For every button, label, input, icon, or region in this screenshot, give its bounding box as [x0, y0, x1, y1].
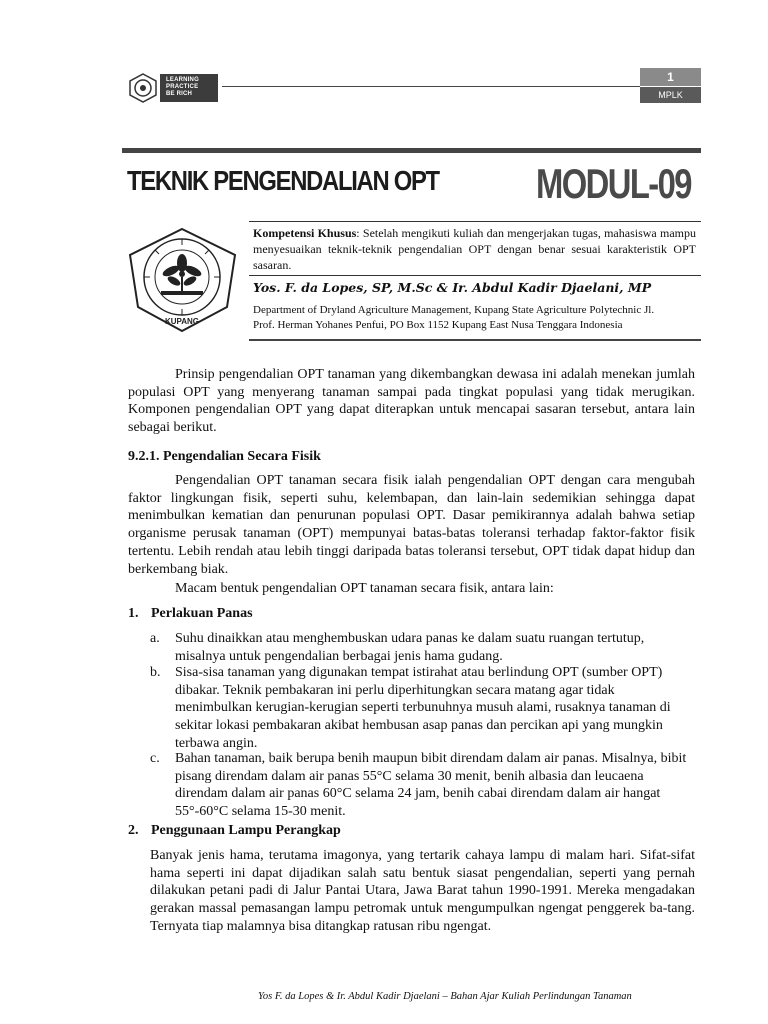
module-number: MODUL-09	[536, 160, 691, 207]
divider	[249, 221, 701, 222]
document-title: TEKNIK PENGENDALIAN OPT	[127, 165, 439, 196]
section-heading: 9.2.1. Pengendalian Secara Fisik	[128, 449, 321, 464]
page-number: 1	[640, 68, 701, 86]
authors: Yos. F. da Lopes, SP, M.Sc & Ir. Abdul Kadir Djaelani, MP	[253, 280, 652, 295]
forms-intro: Macam bentuk pengendalian OPT tanaman secara fisik, antara lain:	[175, 581, 554, 596]
list-text: Sisa-sisa tanaman yang digunakan tempat istirahat atau berlindung OPT (sumber OPT) dibakar. Teknik pembakaran ini perlu diperhitungkan secara matang agar tidak menimbulkan kerugian-kerugian seperti terbunuhnya musuh alami, rusaknya tanaman di sekitar lokasi pembakaran akibat hembusan asap panas dan percikan api yang mungkin terbawa angin.	[175, 665, 671, 751]
list-text: Suhu dinaikkan atau menghembuskan udara panas ke dalam suatu ruangan tertutup, misalnya untuk pengendalian berbagai jenis hama gudang.	[175, 631, 645, 664]
department-address	[253, 303, 698, 332]
logo-line: BE RICH	[166, 91, 193, 97]
list-item	[150, 664, 695, 753]
kompetensi-label: Kompetensi Khusus	[253, 226, 357, 240]
kompetensi-khusus	[253, 225, 696, 273]
polytechnic-logo-icon	[127, 72, 159, 104]
list-item	[150, 750, 695, 821]
subsection-paragraph: Banyak jenis hama, terutama imagonya, yang tertarik cahaya lampu di malam hari. Sifat-sifat hama seperti ini dapat dijadikan salah satu bentuk siasat pengendalian, seperti yang pernah dilakukan petani padi di Jalur Pantai Utara, Jawa Barat tahun 1990-1991. Mereka mengadakan gerakan massal pemasangan lampu petromak untuk mengumpulkan ngengat penggerek ba-tang. Ternyata tiap malamnya bisa ditangkap ratusan ribu ngengat.	[150, 848, 695, 934]
page-footer: Yos F. da Lopes & Ir. Abdul Kadir Djaelani – Bahan Ajar Kuliah Perlindungan Tanaman	[258, 991, 632, 1002]
divider	[249, 339, 701, 341]
subsection-title: Perlakuan Panas	[151, 606, 253, 621]
list-text: Bahan tanaman, baik berupa benih maupun bibit direndam dalam air panas. Misalnya, bibit pisang direndam dalam air panas 55°C selama 30 menit, benih albasia dan leucaena direndam dalam air panas 60°C selama 24 jam, benih cabai direndam dalam air hangat 55°-60°C selama 15-30 menit.	[175, 751, 687, 820]
list-letter: a.	[150, 631, 160, 646]
department-line: Department of Dryland Agriculture Management, Kupang State Agriculture Polytechnic Jl.	[253, 304, 655, 316]
logo-line: LEARNING	[166, 77, 199, 83]
kompetensi-text: : Setelah mengikuti kuliah dan mengerjakan tugas, mahasiswa mampu menyesuaikan teknik-teknik pengendalian OPT dengan benar sesuai karakteristik OPT sasaran.	[253, 226, 696, 272]
list-letter: b.	[150, 665, 161, 680]
logo-line: PRACTICE	[166, 84, 199, 90]
title-rule	[122, 148, 701, 153]
subsection-heading	[128, 823, 341, 839]
section-paragraph: Pengendalian OPT tanaman secara fisik ialah pengendalian OPT dengan cara mengubah faktor lingkungan fisik, seperti suhu, kelembapan, dan lain-lain sedemikian sehingga dapat menimbulkan kematian dan penurunan populasi OPT. Dasar pemikirannya adalah bahwa setiap organisme perusak tanaman (OPT) mempunyai batas-batas toleransi terhadap faktor-faktor fisik tertentu. Lebih rendah atau lebih tinggi daripada batas toleransi tersebut, OPT tidak dapat hidup dan berkembang biak.	[128, 473, 695, 577]
department-line: Prof. Herman Yohanes Penfui, PO Box 1152 Kupang East Nusa Tenggara Indonesia	[253, 318, 623, 331]
section-label: MPLK	[640, 87, 701, 103]
list-item	[150, 630, 695, 665]
subsection-number: 1.	[128, 606, 139, 621]
list-letter: c.	[150, 751, 160, 766]
header-divider	[222, 86, 640, 87]
polytechnic-emblem-icon	[125, 225, 240, 335]
learning-practice-logo	[160, 74, 218, 102]
divider	[249, 275, 701, 276]
intro-paragraph: Prinsip pengendalian OPT tanaman yang dikembangkan dewasa ini adalah menekan jumlah populasi OPT yang menyerang tanaman sampai pada tingkat populasi yang tidak merugikan. Komponen pengendalian OPT yang dapat diterapkan untuk mencapai sasaran tersebut, antara lain sebagai berikut.	[128, 367, 695, 436]
subsection-heading	[128, 606, 253, 622]
subsection-title: Penggunaan Lampu Perangkap	[151, 823, 341, 838]
emblem-city: KUPANG	[164, 317, 200, 326]
subsection-number: 2.	[128, 823, 139, 838]
